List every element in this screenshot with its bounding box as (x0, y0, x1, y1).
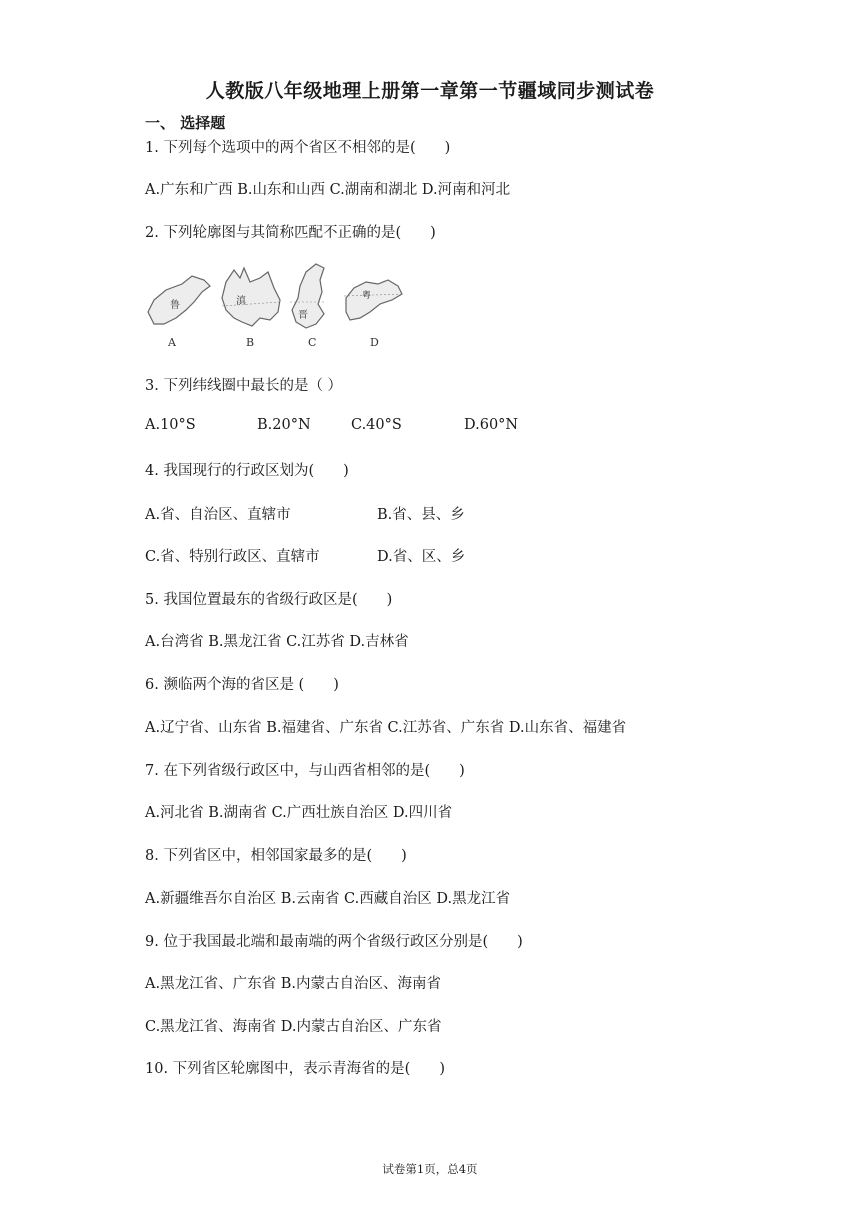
option-c: C.省、特别行政区、直辖市 (145, 549, 320, 565)
question-9-options-row-2: C.黑龙江省、海南省 D.内蒙古自治区、广东省 (145, 1019, 442, 1035)
question-8-options: A.新疆维吾尔自治区 B.云南省 C.西藏自治区 D.黑龙江省 (145, 891, 511, 907)
option-c: C.40°S (351, 417, 402, 433)
abbr-guangdong: 粤 (362, 291, 372, 301)
question-4-options-row-1 (145, 503, 465, 524)
option-d: D.省、区、乡 (377, 549, 466, 565)
section-heading: 一、 选择题 (145, 114, 226, 132)
question-5: 5. 我国位置最东的省级行政区是( ) (145, 592, 393, 608)
question-6: 6. 濒临两个海的省区是 ( ) (145, 677, 339, 693)
letter-b: B (246, 336, 255, 349)
question-1: 1. 下列每个选项中的两个省区不相邻的是( ) (145, 140, 451, 156)
page-title: 人教版八年级地理上册第一章第一节疆域同步测试卷 (205, 80, 655, 102)
letter-a: A (168, 336, 176, 349)
page-footer: 试卷第1页，总4页 (382, 1162, 478, 1176)
abbr-shanxi: 晋 (298, 310, 308, 321)
option-d: D.60°N (464, 417, 519, 433)
question-4: 4. 我国现行的行政区划为( ) (145, 463, 349, 479)
question-3-options (145, 417, 518, 433)
question-4-options-row-2 (145, 545, 465, 566)
abbr-shandong: 鲁 (170, 300, 180, 311)
question-2: 2. 下列轮廓图与其简称匹配不正确的是( ) (145, 225, 436, 241)
abbr-yunnan: 滇 (236, 296, 246, 307)
question-5-options: A.台湾省 B.黑龙江省 C.江苏省 D.吉林省 (145, 634, 409, 650)
question-1-options: A.广东和广西 B.山东和山西 C.湖南和湖北 D.河南和河北 (145, 182, 511, 198)
question-8: 8. 下列省区中，相邻国家最多的是( ) (145, 848, 407, 864)
question-3: 3. 下列纬线圈中最长的是（ ） (145, 378, 343, 394)
province-outline-figure (140, 262, 410, 352)
letter-c: C (308, 336, 317, 349)
outline-guangdong (344, 280, 404, 349)
letter-d: D (370, 336, 379, 349)
outline-yunnan (222, 268, 280, 349)
question-6-options: A.辽宁省、山东省 B.福建省、广东省 C.江苏省、广东省 D.山东省、福建省 (145, 720, 627, 736)
outline-shanxi (290, 264, 326, 349)
question-7: 7. 在下列省级行政区中，与山西省相邻的是( ) (145, 763, 465, 779)
question-9: 9. 位于我国最北端和最南端的两个省级行政区分别是( ) (145, 934, 523, 950)
option-a: A.10°S (145, 417, 196, 433)
option-a: A.省、自治区、直辖市 (145, 507, 291, 523)
option-b: B.省、县、乡 (377, 507, 465, 523)
option-b: B.20°N (257, 417, 311, 433)
outline-shandong (148, 276, 210, 349)
question-7-options: A.河北省 B.湖南省 C.广西壮族自治区 D.四川省 (145, 805, 453, 821)
question-9-options-row-1: A.黑龙江省、广东省 B.内蒙古自治区、海南省 (145, 976, 441, 992)
question-10: 10. 下列省区轮廓图中，表示青海省的是( ) (145, 1061, 445, 1077)
